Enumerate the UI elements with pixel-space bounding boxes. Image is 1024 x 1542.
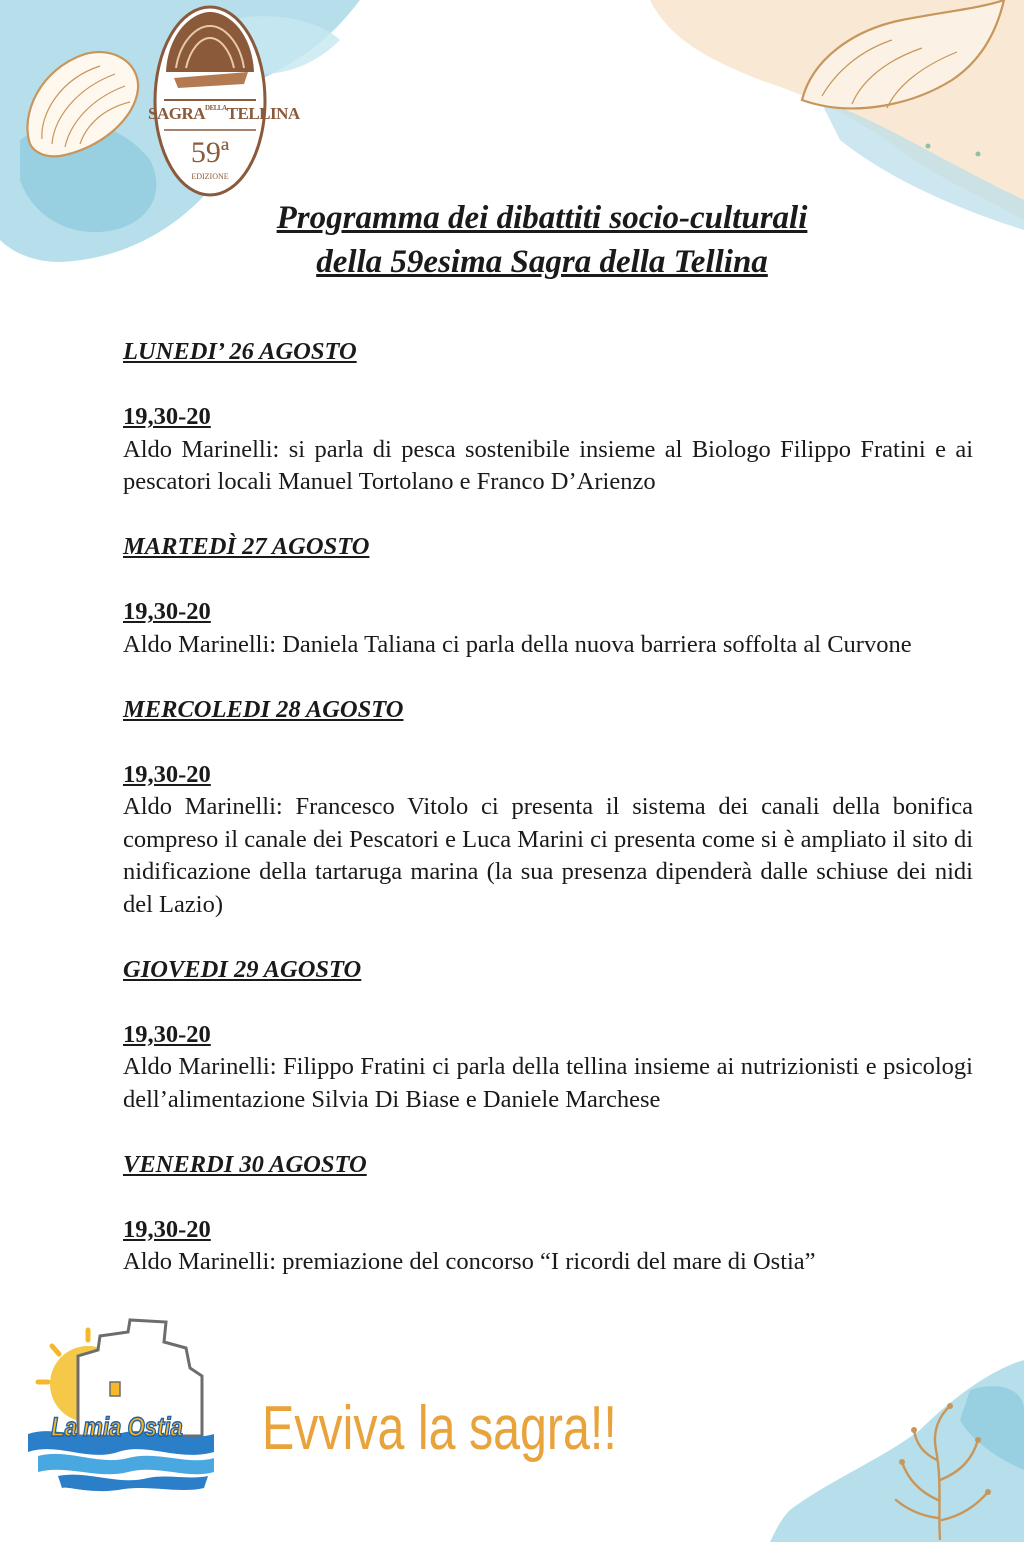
dots-decoration	[920, 140, 990, 160]
logo-edition-label: EDIZIONE	[191, 172, 229, 181]
program-day-wednesday	[123, 694, 973, 922]
badge-text: La mia Ostia	[51, 1412, 183, 1442]
time-slot: 19,30-20	[123, 760, 211, 788]
conch-shell-icon	[792, 0, 1012, 120]
program-day-tuesday	[123, 531, 973, 661]
program-day-monday	[123, 336, 973, 499]
event-description: Aldo Marinelli: si parla di pesca sostenibile insieme al Biologo Filippo Fratini e ai pescatori locali Manuel Tortolano e Franco D’Arienzo	[123, 435, 973, 495]
seaweed-coral-icon	[880, 1400, 1010, 1540]
day-heading: VENERDI 30 AGOSTO	[123, 1150, 367, 1178]
logo-name-sagra: SAGRA	[148, 104, 206, 123]
la-mia-ostia-badge	[18, 1316, 218, 1496]
clam-shell-icon	[20, 44, 150, 164]
day-heading: LUNEDI’ 26 AGOSTO	[123, 338, 357, 365]
event-description: Aldo Marinelli: premiazione del concorso “I ricordi del mare di Ostia”	[123, 1248, 816, 1275]
day-heading: MERCOLEDI 28 AGOSTO	[123, 695, 404, 723]
program-day-thursday	[123, 954, 973, 1117]
program-list	[123, 336, 973, 1311]
page-title-line1: Programma dei dibattiti socio-culturali	[276, 200, 808, 236]
event-description: Aldo Marinelli: Francesco Vitolo ci presenta il sistema dei canali della bonifica compreso il canale dei Pescatori e Luca Marini ci presenta come si è ampliato il sito di nidificazione della tartaruga marina (la sua presenza dipenderà dalle schiuse dei nidi del Lazio)	[123, 793, 973, 918]
time-slot: 19,30-20	[123, 598, 211, 625]
logo-edition-number: 59ª	[190, 136, 230, 169]
logo-name	[148, 104, 300, 124]
day-heading: MARTEDÌ 27 AGOSTO	[123, 533, 370, 560]
program-day-friday	[123, 1149, 973, 1279]
page-title	[0, 196, 1024, 284]
logo-name-tellina: TELLINA	[226, 104, 300, 123]
time-slot: 19,30-20	[123, 403, 211, 430]
day-heading: GIOVEDI 29 AGOSTO	[123, 955, 362, 983]
sagra-logo	[148, 2, 300, 200]
page-title-line2: della 59esima Sagra della Tellina	[316, 244, 768, 280]
slogan-text: Evviva la sagra!!	[262, 1394, 617, 1463]
time-slot: 19,30-20	[123, 1215, 211, 1243]
time-slot: 19,30-20	[123, 1020, 211, 1048]
logo-name-della: DELLA	[205, 104, 227, 112]
event-description: Aldo Marinelli: Filippo Fratini ci parla della tellina insieme ai nutrizionisti e psicologi dell’alimentazione Silvia Di Biase e Daniele Marchese	[123, 1053, 973, 1113]
event-description: Aldo Marinelli: Daniela Taliana ci parla della nuova barriera soffolta al Curvone	[123, 630, 912, 658]
